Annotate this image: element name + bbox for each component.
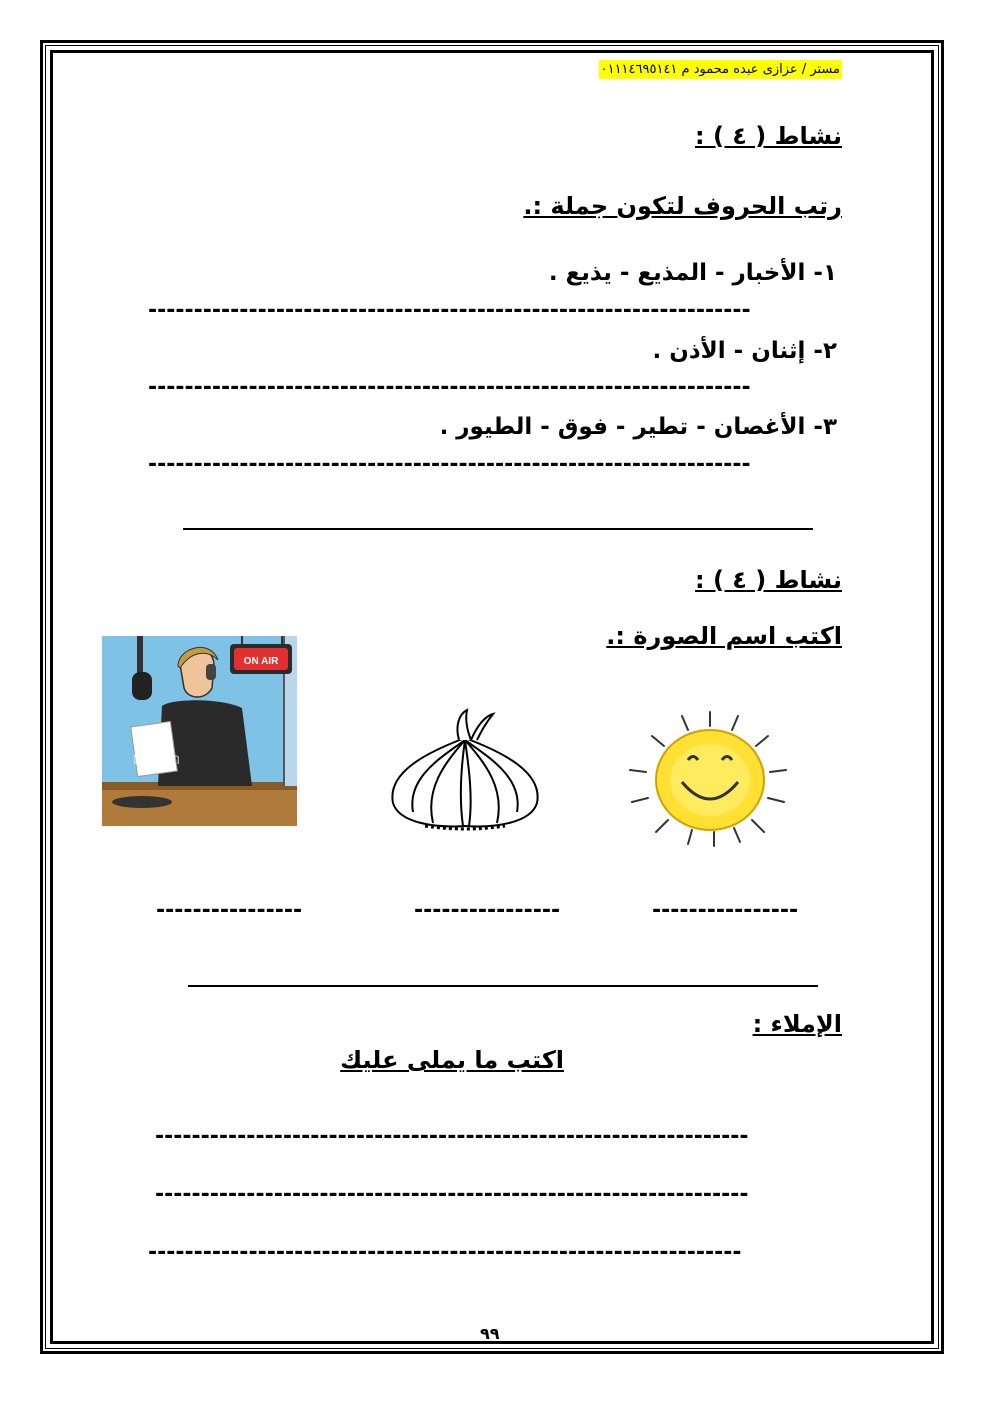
- dictation-line-2[interactable]: -----------------------------------------------------------------: [155, 1182, 749, 1207]
- on-air-sign: ON AIR: [243, 656, 279, 667]
- activity2-title: نشاط ( ٤ ) :: [695, 566, 842, 594]
- activity1-instruction: رتب الحروف لتكون جملة :.: [523, 192, 842, 220]
- radio-announcer-icon: [102, 636, 297, 826]
- teacher-contact-note: مستر / عزازى عبده محمود م ٠١١١٤٦٩٥١٤١: [600, 62, 840, 77]
- activity1-item-1: ١- الأخبار - المذيع - يذيع .: [548, 260, 837, 286]
- dictation-line-3[interactable]: -----------------------------------------------------------------: [148, 1240, 742, 1265]
- dictation-instruction: اكتب ما يملى عليك: [340, 1046, 564, 1074]
- dictation-title: الإملاء :: [752, 1010, 842, 1038]
- stock-watermark: tockph: [132, 751, 180, 768]
- section-divider-1: [183, 528, 813, 530]
- picture-answer-line-garlic[interactable]: ----------------: [414, 898, 561, 923]
- picture-answer-line-sun[interactable]: ----------------: [652, 898, 799, 923]
- activity1-item-2: ٢- إثنان - الأذن .: [652, 338, 837, 364]
- page-number: ٩٩: [480, 1324, 500, 1343]
- answer-line-3[interactable]: ------------------------------------------------------------------: [148, 452, 751, 477]
- dictation-line-1[interactable]: -----------------------------------------------------------------: [155, 1124, 749, 1149]
- activity1-item-3: ٣- الأغصان - تطير - فوق - الطيور .: [439, 414, 837, 440]
- answer-line-1[interactable]: ------------------------------------------------------------------: [148, 298, 751, 323]
- garlic-icon: [385, 708, 545, 833]
- picture-answer-line-announcer[interactable]: ----------------: [156, 898, 303, 923]
- activity2-instruction: اكتب اسم الصورة :.: [606, 622, 842, 650]
- answer-line-2[interactable]: ------------------------------------------------------------------: [148, 375, 751, 400]
- sun-icon: [618, 708, 808, 853]
- section-divider-2: [188, 985, 818, 987]
- activity1-title: نشاط ( ٤ ) :: [695, 122, 842, 150]
